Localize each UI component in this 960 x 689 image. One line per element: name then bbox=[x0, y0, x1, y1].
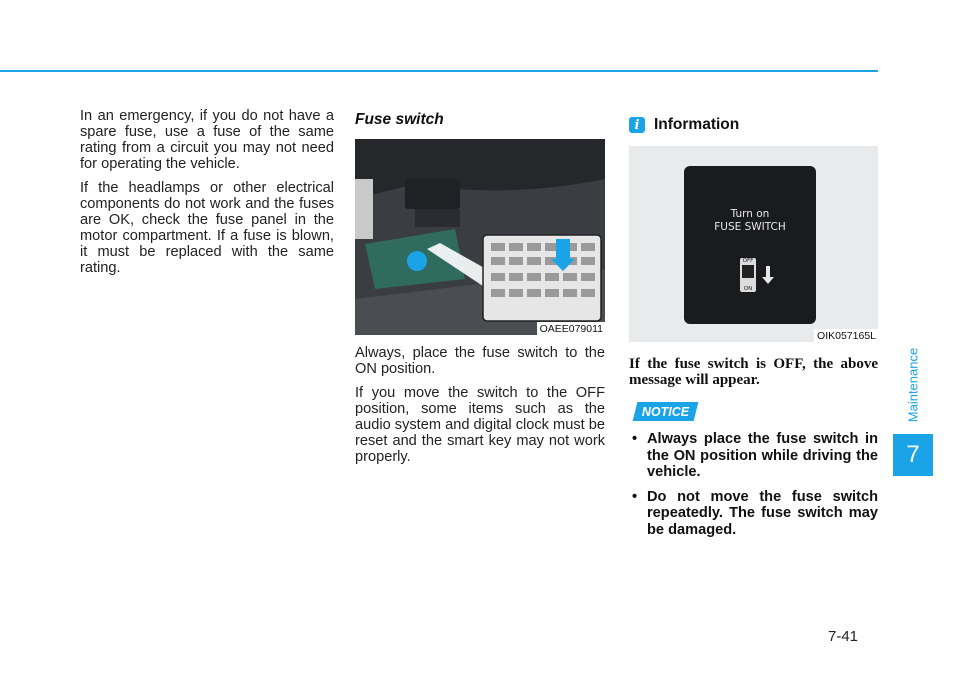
cluster-message-line1: Turn on bbox=[730, 208, 770, 220]
image-caption: OIK057165L bbox=[814, 329, 878, 342]
paragraph-on-position: Always, place the fuse switch to the ON position. bbox=[355, 345, 605, 377]
column-left bbox=[80, 108, 334, 284]
cluster-message-line2: FUSE SWITCH bbox=[714, 221, 786, 233]
fuse-switch-graphic bbox=[740, 258, 756, 292]
arrow-down-icon bbox=[766, 266, 770, 278]
cluster-display bbox=[684, 166, 816, 324]
chapter-label-text: Maintenance bbox=[905, 347, 921, 423]
paragraph-emergency-fuse: In an emergency, if you do not have a spare fuse, use a fuse of the same rating from a circuit you may not need for operating the vehicle. bbox=[80, 108, 334, 172]
information-title: Information bbox=[654, 116, 740, 133]
chapter-label bbox=[893, 340, 933, 430]
section-heading-fuse-switch: Fuse switch bbox=[355, 111, 444, 128]
switch-on-label: ON bbox=[743, 286, 753, 292]
header-rule bbox=[0, 70, 878, 72]
notice-label: NOTICE bbox=[641, 405, 690, 419]
list-item: • Do not move the fuse switch repeatedly. The fuse switch may be damaged. bbox=[629, 489, 878, 539]
fuse-panel-photo bbox=[355, 139, 605, 335]
cluster-message-image bbox=[629, 146, 878, 342]
information-header bbox=[629, 116, 878, 134]
information-icon: i bbox=[629, 117, 645, 133]
paragraph-headlamps: If the headlamps or other electrical components do not work and the fuses are OK, check the fuse panel in the motor compartment. If a fuse is blown, it must be replaced with the same rating. bbox=[80, 180, 334, 276]
notice-badge bbox=[633, 402, 699, 421]
photo-caption: OAEE079011 bbox=[537, 322, 605, 335]
notice-list bbox=[629, 431, 878, 538]
dashboard-illustration bbox=[355, 139, 605, 335]
paragraph-off-position: If you move the switch to the OFF position, some items such as the audio system and digital clock must be reset and the smart key may not work properly. bbox=[355, 385, 605, 465]
chapter-tab: 7 bbox=[893, 434, 933, 476]
page-number: 7-41 bbox=[828, 628, 859, 645]
message-explanation: If the fuse switch is OFF, the above message will appear. bbox=[629, 356, 878, 388]
cluster-message bbox=[684, 208, 816, 234]
column-right bbox=[629, 110, 878, 546]
switch-lever bbox=[742, 265, 754, 278]
switch-off-label: OFF bbox=[742, 258, 754, 264]
list-item: • Always place the fuse switch in the ON position while driving the vehicle. bbox=[629, 431, 878, 481]
column-middle bbox=[355, 108, 605, 473]
